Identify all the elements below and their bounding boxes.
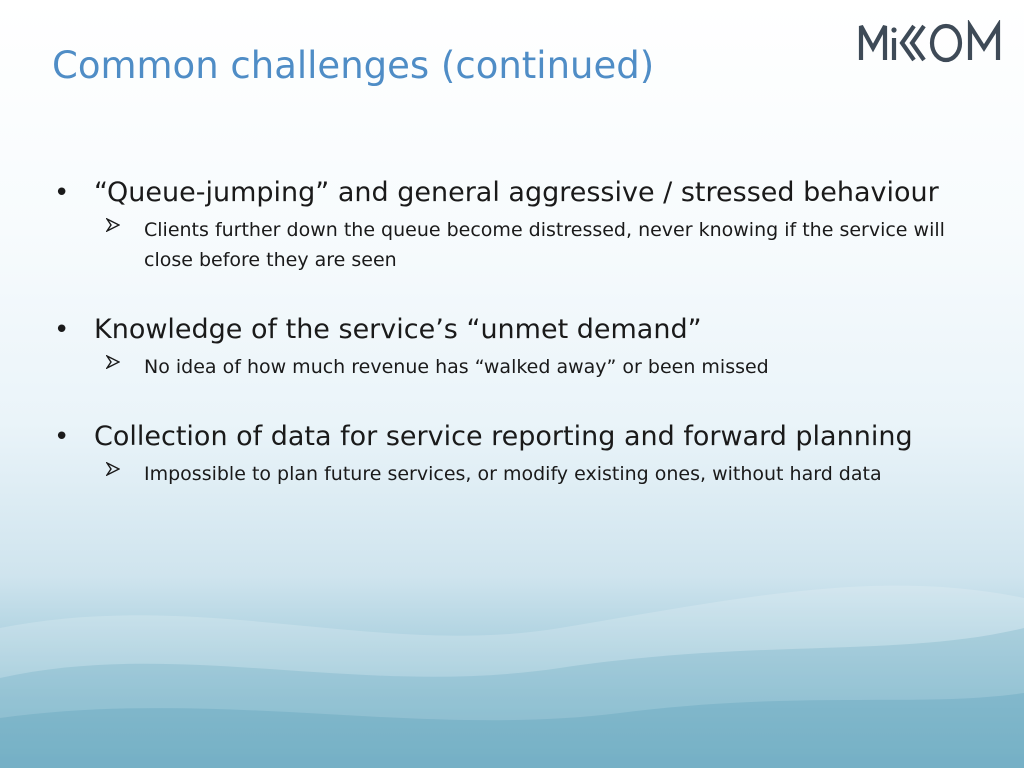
sub-bullet-text: Clients further down the queue become distressed, never knowing if the service will close before they are seen [144, 219, 945, 271]
sub-bullet-item [94, 352, 984, 382]
bullet-text: “Queue-jumping” and general aggressive / stressed behaviour [94, 177, 939, 208]
mikkom-logo [858, 20, 1008, 64]
sub-bullet-text: No idea of how much revenue has “walked away” or been missed [144, 356, 769, 378]
bullet-text: Collection of data for service reporting and forward planning [94, 421, 913, 452]
bullet-dot: • [54, 315, 70, 345]
sub-bullet-text: Impossible to plan future services, or modify existing ones, without hard data [144, 463, 882, 485]
arrowhead-icon [106, 355, 120, 369]
slide-title: Common challenges (continued) [52, 44, 655, 87]
decorative-waves [0, 508, 1024, 768]
arrowhead-icon [106, 462, 120, 476]
sub-bullet-item [94, 459, 984, 489]
bullet-item [54, 416, 984, 489]
sub-bullet-item [94, 215, 984, 275]
bullet-dot: • [54, 422, 70, 452]
bullet-list [54, 172, 984, 523]
bullet-item [54, 309, 984, 382]
arrowhead-icon [106, 218, 120, 232]
bullet-dot: • [54, 178, 70, 208]
bullet-item [54, 172, 984, 275]
bullet-text: Knowledge of the service’s “unmet demand” [94, 314, 702, 345]
